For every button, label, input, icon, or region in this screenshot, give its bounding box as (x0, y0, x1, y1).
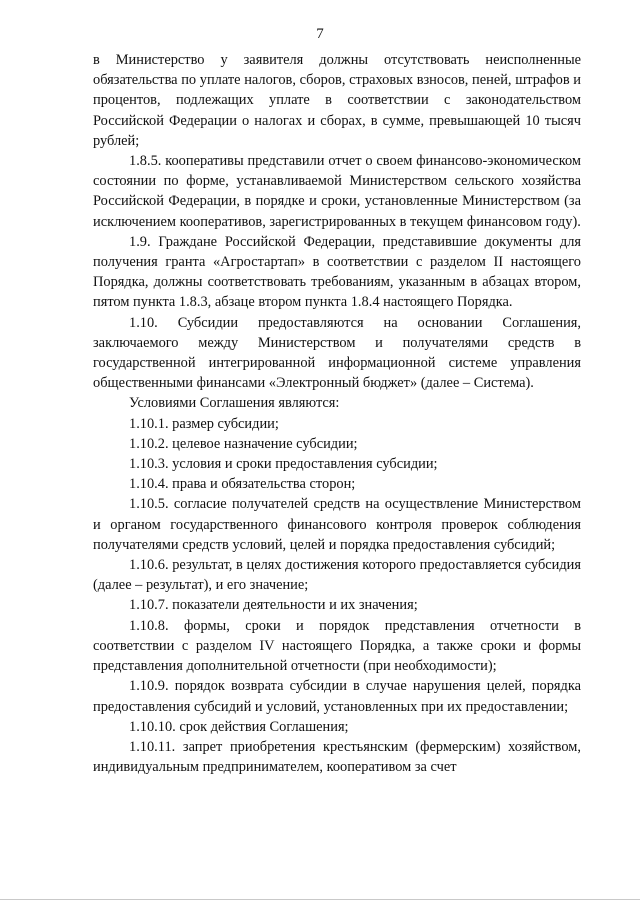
paragraph-conditions-intro: Условиями Соглашения являются: (129, 395, 340, 412)
paragraph-1-10-11: 1.10.11. запрет приобретения крестьянским (фермерским) хозяйством, индивидуальным предпринимателем, кооперативом за счет (93, 738, 581, 776)
paragraph-1-10-9: 1.10.9. порядок возврата субсидии в случае нарушения целей, порядка предоставления субсидий и условий, установленных при их предоставлении; (93, 678, 581, 715)
paragraph-1-10-6: 1.10.6. результат, в целях достижения которого предоставляется субсидия (далее – результат), и его значение; (93, 557, 581, 594)
paragraph-1-10-8: 1.10.8. формы, сроки и порядок представления отчетности в соответствии с разделом IV настоящего Порядка, а также сроки и формы представления дополнительной отчетности (при необходимости); (93, 617, 581, 675)
paragraph-1-10-2: 1.10.2. целевое назначение субсидии; (129, 435, 358, 452)
page-bottom-divider (0, 899, 640, 900)
paragraph-1-10-3: 1.10.3. условия и сроки предоставления субсидии; (129, 456, 438, 473)
paragraph-1-10-1: 1.10.1. размер субсидии; (129, 415, 279, 432)
paragraph-1-10-5: 1.10.5. согласие получателей средств на осуществление Министерством и органом государственного финансового контроля проверок соблюдения получателями средств условий, целей и порядка предоставления субсидий; (93, 496, 581, 553)
paragraph-1-10-10: 1.10.10. срок действия Соглашения; (129, 718, 349, 735)
paragraph-1-8-5: 1.8.5. кооперативы представили отчет о своем финансово-экономическом состоянии по форме, устанавливаемой Министерством сельского хозяйства Российской Федерации, в порядке и сроки, установленные Министерством (за исключением кооперативов, зарегистрированных в текущем финансовом году). (93, 153, 581, 230)
paragraph-1-9: 1.9. Граждане Российской Федерации, представившие документы для получения гранта «Агростартап» в соответствии с разделом II настоящего Порядка, должны соответствовать требованиям, указанным в абзацах втором, пятом пункта 1.8.3, абзаце втором пункта 1.8.4 настоящего Порядка. (93, 233, 581, 311)
paragraph-1-10-4: 1.10.4. права и обязательства сторон; (129, 476, 356, 493)
paragraph-1-10-7: 1.10.7. показатели деятельности и их значения; (129, 597, 418, 614)
paragraph-1-10: 1.10. Субсидии предоставляются на основании Соглашения, заключаемого между Министерством и получателями средств в государственной интегрированной информационной системе управления общественными финансами «Электронный бюджет» (далее – Система). (93, 314, 581, 392)
document-body (93, 50, 581, 777)
page-number: 7 (316, 26, 324, 42)
paragraph-tax-obligations: в Министерство у заявителя должны отсутствовать неисполненные обязательства по уплате налогов, сборов, страховых взносов, пеней, штрафов и процентов, подлежащих уплате в соответствии с законодательством Российской Федерации о налогах и сборах, в сумме, превышающей 10 тысяч рублей; (93, 52, 581, 149)
